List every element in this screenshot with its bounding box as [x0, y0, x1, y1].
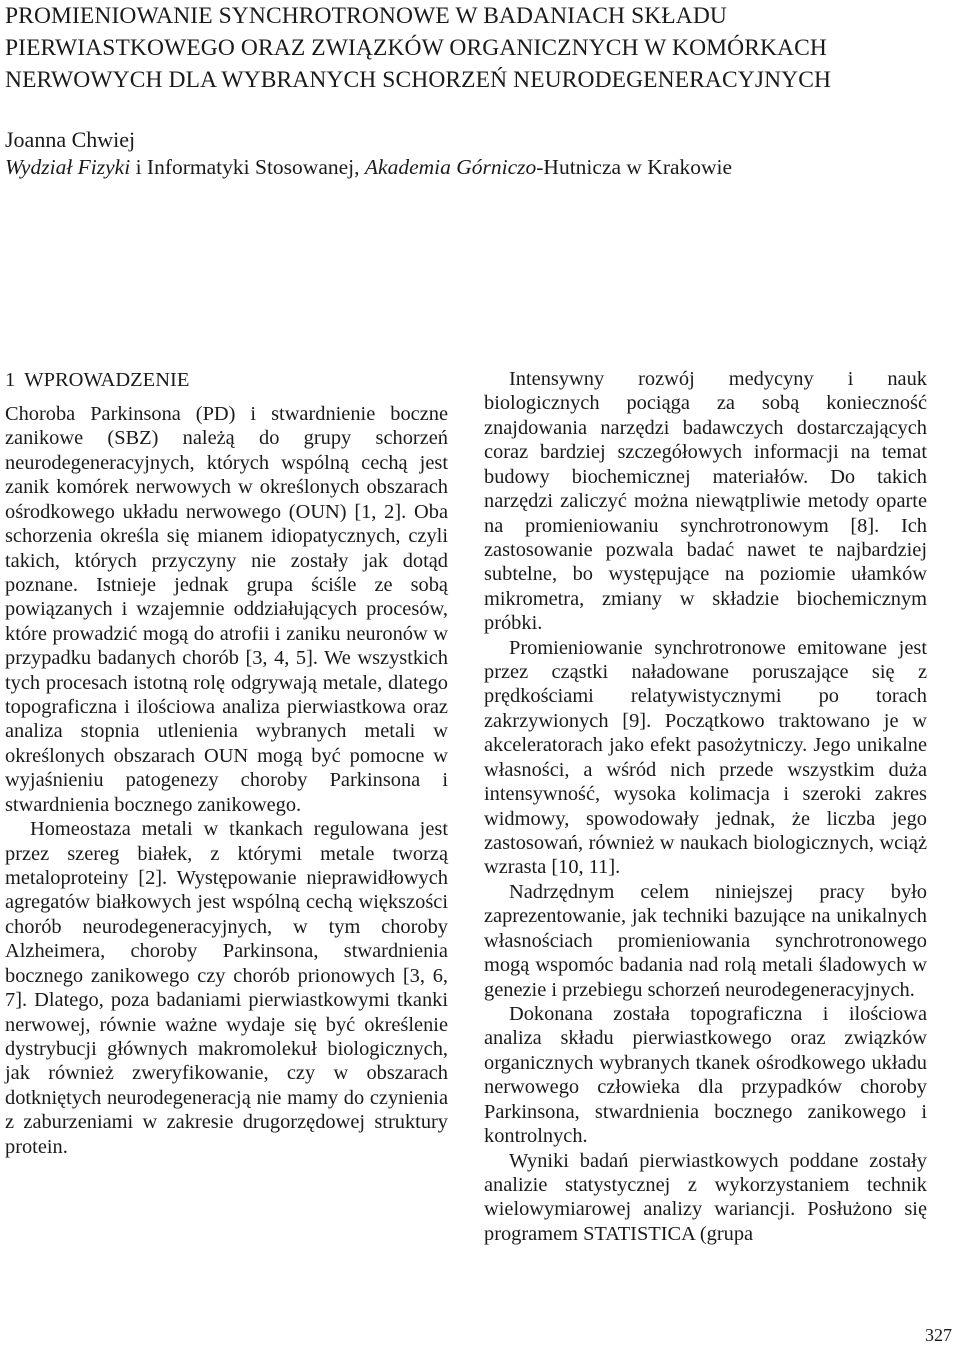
- section-number: 1: [5, 369, 16, 391]
- page-number: 327: [925, 1325, 952, 1345]
- title-line: PIERWIASTKOWEGO ORAZ ZWIĄZKÓW ORGANICZNYCH W KOMÓRKACH: [5, 35, 827, 61]
- section-title: WPROWADZENIE: [24, 369, 190, 391]
- right-column: [484, 367, 927, 1246]
- paragraph: Dokonana została topograficzna i ilościowa analiza składu pierwiastkowego oraz związków organicznych wybranych tkanek ośrodkowego układu nerwowego człowieka dla przypadków choroby Parkinsona, stwardnienia bocznego zanikowego i kontrolnych.: [484, 1002, 927, 1148]
- paragraph: Intensywny rozwój medycyny i nauk biologicznych pociąga za sobą konieczność znajdowania narzędzi badawczych dostarczających coraz bardziej szczegółowych informacji na temat budowy biochemicznej materiałów. Do takich narzędzi zaliczyć można niewątpliwie metody oparte na promieniowaniu synchrotronowym [8]. Ich zastosowanie pozwala badać nawet te najbardziej subtelne, bo występujące na poziomie ułamków mikrometra, zmiany w składzie biochemicznym próbki.: [484, 368, 927, 635]
- section-heading: [5, 368, 448, 392]
- author-affiliation: [5, 153, 732, 181]
- paragraph: Nadrzędnym celem niniejszej pracy było zaprezentowanie, jak techniki bazujące na unikalnych własnościach promieniowania synchrotronowego mogą wspomóc badania nad rolą metali śladowych w genezie i przebiegu schorzeń neurodegeneracyjnych.: [484, 880, 927, 1001]
- affiliation-faculty: Wydział Fizyki: [5, 155, 131, 179]
- left-column: [5, 368, 448, 1159]
- paragraph: Promieniowanie synchrotronowe emitowane jest przez cząstki naładowane poruszające się z prędkościami relatywistycznymi po torach zakrzywionych [9]. Początkowo traktowano je w akceleratorach jako efekt pasożytniczy. Jego unikalne własności, a wśród nich przede wszystkim duża intensywność, wysoka kolimacja i szeroki zakres widmowy, spowodowały jednak, że liczba jego zastosowań, również w naukach biologicznych, wciąż wzrasta [10, 11].: [484, 636, 927, 879]
- title-line: NERWOWYCH DLA WYBRANYCH SCHORZEŃ NEURODEGENERACYJNYCH: [5, 67, 832, 93]
- title-line: PROMIENIOWANIE SYNCHROTRONOWE W BADANIACH SKŁADU: [5, 3, 727, 29]
- author-name: Joanna Chwiej: [5, 127, 136, 152]
- affiliation-university-cont: -Hutnicza w Krakowie: [536, 155, 733, 179]
- paragraph: Choroba Parkinsona (PD) i stwardnienie boczne zanikowe (SBZ) należą do grupy schorzeń neurodegeneracyjnych, których wspólną cechą jest zanik komórek nerwowych w określonych obszarach ośrodkowego układu nerwowego (OUN) [1, 2]. Oba schorzenia określa się mianem idiopatycznych, czyli takich, których przyczyny nie zostały jak dotąd poznane. Istnieje jednak grupa ściśle ze sobą powiązanych i wzajemnie oddziałujących procesów, które prowadzić mogą do atrofii i zaniku neuronów w przypadku badanych chorób [3, 4, 5]. We wszystkich tych procesach istotną rolę odgrywają metale, dlatego topograficzna i ilościowa analiza pierwiastkowa oraz analiza stopnia utlenienia wybranych metali w określonych obszarach OUN mogą być pomocne w wyjaśnieniu patogenezy choroby Parkinsona i stwardnienia bocznego zanikowego.: [5, 403, 448, 816]
- paragraph: Wyniki badań pierwiastkowych poddane zostały analizie statystycznej z wykorzystaniem technik wielowymiarowej analizy wariancji. Posłużono się programem STATISTICA (grupa: [484, 1149, 927, 1245]
- affiliation-faculty-cont: i Informatyki Stosowanej,: [130, 155, 365, 179]
- paragraph: Homeostaza metali w tkankach regulowana jest przez szereg białek, z którymi metale tworzą metaloproteiny [2]. Występowanie nieprawidłowych agregatów białkowych jest wspólną cechą większości chorób neurodegeneracyjnych, w tym choroby Alzheimera, choroby Parkinsona, stwardnienia bocznego zanikowego czy chorób prionowych [3, 6, 7]. Dlatego, poza badaniami pierwiastkowymi tkanki nerwowej, równie ważne wydaje się być określenie dystrybucji głównych makromolekuł biologicznych, jak również zweryfikowanie, czy w obszarach dotkniętych neurodegeneracją nie mamy do czynienia z zaburzeniami w zakresie drugorzędowej struktury protein.: [5, 818, 448, 1158]
- paper-title: [5, 0, 955, 96]
- affiliation-university: Akademia Górniczo: [364, 155, 537, 179]
